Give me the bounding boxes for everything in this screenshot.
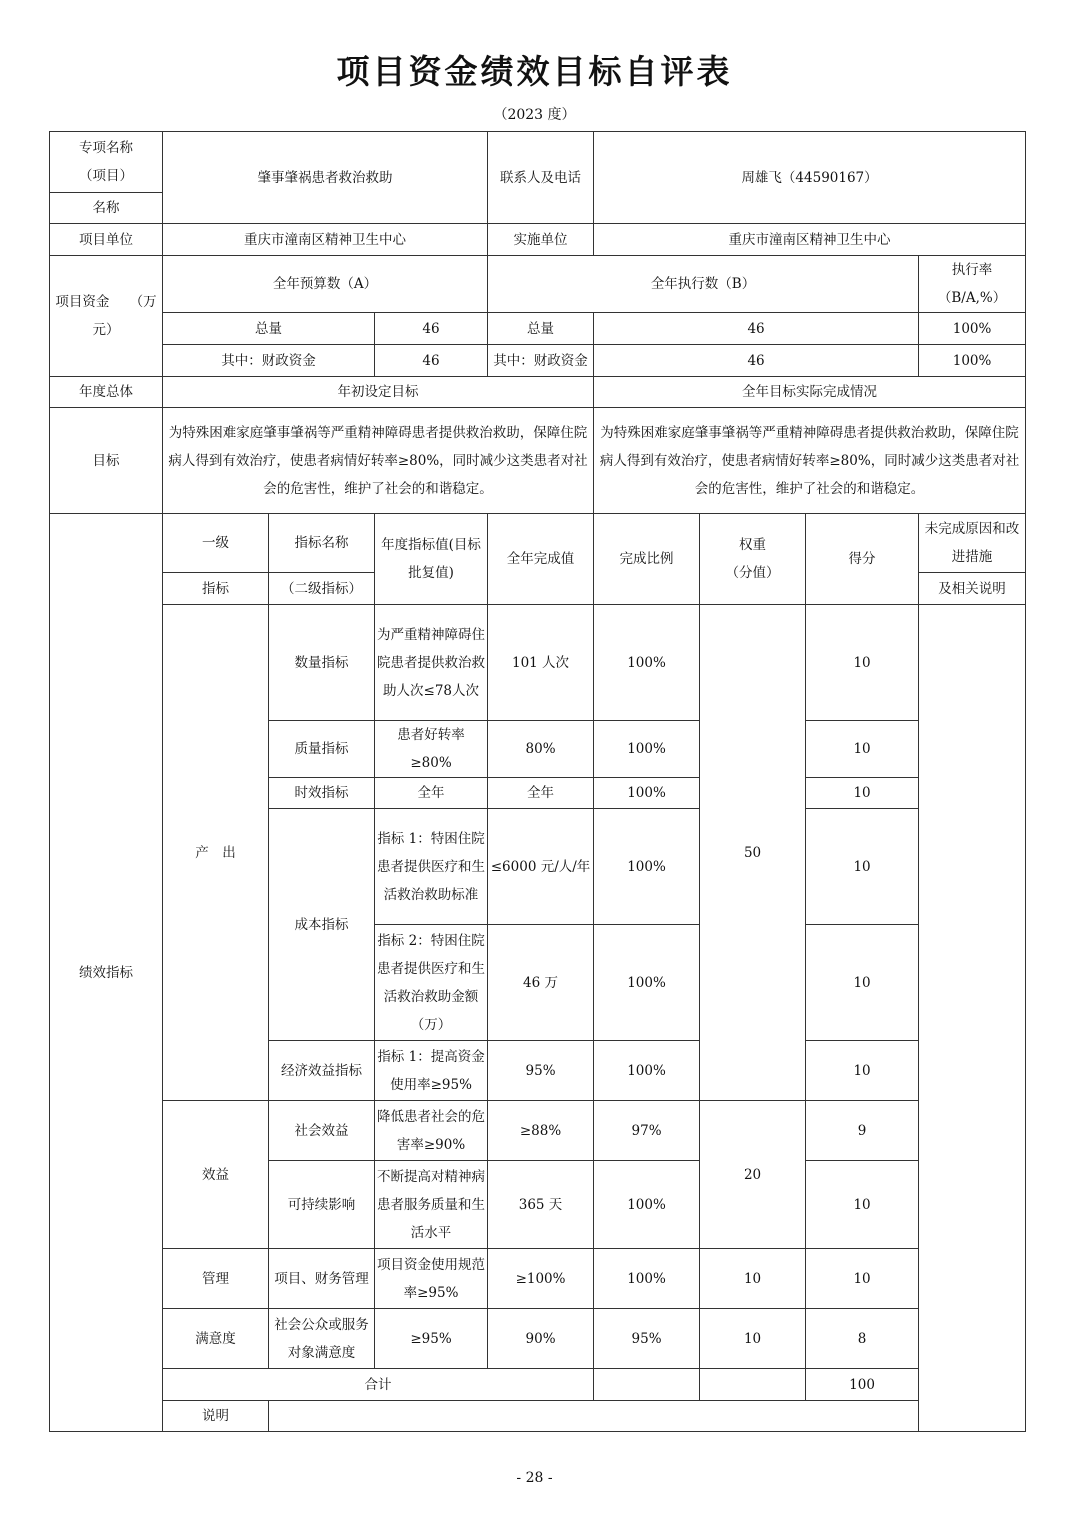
page-title: 项目资金绩效目标自评表	[336, 52, 733, 91]
funds-row-exec: 46	[594, 313, 919, 345]
indicator-actual: ≥100%	[488, 1249, 594, 1309]
funds-row-budget: 46	[375, 313, 488, 345]
indicator-ratio: 100%	[594, 721, 700, 778]
indicator-ratio: 100%	[594, 605, 700, 721]
funds-label: 项目资金 （万元）	[50, 256, 163, 377]
indicator-actual: 101 人次	[488, 605, 594, 721]
indicator-actual: 365 天	[488, 1161, 594, 1249]
indicator-ratio: 100%	[594, 1161, 700, 1249]
benefit-label: 效益	[163, 1101, 269, 1249]
page-number: - 28 -	[516, 1470, 553, 1486]
indicator-weight: 10	[700, 1249, 806, 1309]
rate-header: 执行率（B/A,%）	[919, 256, 1026, 313]
total-weight: 100	[806, 1369, 919, 1401]
evaluation-table	[49, 131, 1026, 1432]
indicator-name: 可持续影响	[269, 1161, 375, 1249]
indicator-score: 8	[806, 1309, 919, 1369]
funds-row-exec-label: 其中：财政资金	[488, 345, 594, 377]
contact-label: 联系人及电话	[488, 132, 594, 224]
note-cell	[919, 605, 1026, 1432]
hdr-target: 年度指标值(目标批复值)	[375, 514, 488, 605]
indicator-ratio: 95%	[594, 1309, 700, 1369]
project-name-label: 专项名称 （项目）	[50, 132, 163, 193]
total-empty	[594, 1369, 700, 1401]
performance-label: 绩效指标	[50, 514, 163, 1432]
indicator-name: 社会效益	[269, 1101, 375, 1161]
impl-unit-label: 实施单位	[488, 224, 594, 256]
indicator-target: 不断提高对精神病患者服务质量和生活水平	[375, 1161, 488, 1249]
indicator-ratio: 100%	[594, 1249, 700, 1309]
funds-row-label: 总量	[163, 313, 375, 345]
output-weight: 50	[700, 605, 806, 1101]
indicator-score: 10	[806, 1041, 919, 1101]
budget-header: 全年预算数（A）	[163, 256, 488, 313]
indicator-name: 数量指标	[269, 605, 375, 721]
indicator-target: 患者好转率≥80%	[375, 721, 488, 778]
total-empty	[700, 1369, 806, 1401]
indicator-score: 10	[806, 809, 919, 925]
hdr-indicator-name: 指标名称	[269, 514, 375, 573]
indicator-score: 10	[806, 925, 919, 1041]
indicator-weight: 10	[700, 1309, 806, 1369]
overall-label: 年度总体	[50, 377, 163, 408]
hdr-ratio: 完成比例	[594, 514, 700, 605]
indicator-target: 为严重精神障碍住院患者提供救治救助人次≤78人次	[375, 605, 488, 721]
indicator-score: 10	[806, 1161, 919, 1249]
level1-label: 管理	[163, 1249, 269, 1309]
indicator-ratio: 100%	[594, 809, 700, 925]
contact-value: 周雄飞（44590167）	[594, 132, 1026, 224]
indicator-score: 10	[806, 778, 919, 809]
hdr-note: 未完成原因和改进措施	[919, 514, 1026, 573]
hdr-level1-b: 指标	[163, 573, 269, 605]
hdr-actual: 全年完成值	[488, 514, 594, 605]
target-label: 目标	[50, 408, 163, 514]
project-unit-value: 重庆市潼南区精神卫生中心	[163, 224, 488, 256]
indicator-name: 经济效益指标	[269, 1041, 375, 1101]
indicator-actual: 46 万	[488, 925, 594, 1041]
hdr-weight: 权重 （分值）	[700, 514, 806, 605]
hdr-indicator-name-b: （二级指标）	[269, 573, 375, 605]
indicator-ratio: 100%	[594, 925, 700, 1041]
indicator-target: 全年	[375, 778, 488, 809]
indicator-name: 时效指标	[269, 778, 375, 809]
plan-header: 年初设定目标	[163, 377, 594, 408]
indicator-target: 项目资金使用规范率≥95%	[375, 1249, 488, 1309]
indicator-actual: ≤6000 元/人/年	[488, 809, 594, 925]
indicator-score: 9	[806, 1101, 919, 1161]
indicator-name: 项目、财务管理	[269, 1249, 375, 1309]
funds-row-exec: 46	[594, 345, 919, 377]
funds-row-budget: 46	[375, 345, 488, 377]
indicator-actual: 80%	[488, 721, 594, 778]
indicator-actual: 95%	[488, 1041, 594, 1101]
indicator-name: 成本指标	[269, 809, 375, 1041]
indicator-target: 指标 1：特困住院患者提供医疗和生活救治救助标准	[375, 809, 488, 925]
indicator-actual: ≥88%	[488, 1101, 594, 1161]
indicator-target: 指标 1：提高资金使用率≥95%	[375, 1041, 488, 1101]
hdr-level1: 一级	[163, 514, 269, 573]
project-unit-label: 项目单位	[50, 224, 163, 256]
funds-row-label: 其中：财政资金	[163, 345, 375, 377]
hdr-score: 得分	[806, 514, 919, 605]
indicator-score: 10	[806, 721, 919, 778]
funds-row-rate: 100%	[919, 345, 1026, 377]
actual-text: 为特殊困难家庭肇事肇祸等严重精神障碍患者提供救治救助，保障住院病人得到有效治疗，使患者病情好转率≥80%，同时减少这类患者对社会的危害性，维护了社会的和谐稳定。	[594, 408, 1026, 514]
indicator-score: 10	[806, 1249, 919, 1309]
exec-header: 全年执行数（B）	[488, 256, 919, 313]
indicator-ratio: 100%	[594, 1041, 700, 1101]
indicator-score: 10	[806, 605, 919, 721]
benefit-weight: 20	[700, 1101, 806, 1249]
indicator-name: 质量指标	[269, 721, 375, 778]
hdr-note-b: 及相关说明	[919, 573, 1026, 605]
level1-label: 满意度	[163, 1309, 269, 1369]
indicator-target: 降低患者社会的危害率≥90%	[375, 1101, 488, 1161]
indicator-actual: 90%	[488, 1309, 594, 1369]
total-label: 合计	[163, 1369, 594, 1401]
indicator-target: ≥95%	[375, 1309, 488, 1369]
indicator-ratio: 100%	[594, 778, 700, 809]
actual-header: 全年目标实际完成情况	[594, 377, 1026, 408]
year-subtitle: （2023 度）	[493, 107, 576, 123]
project-name-value: 肇事肇祸患者救治救助	[163, 132, 488, 224]
output-label: 产 出	[163, 605, 269, 1101]
indicator-actual: 全年	[488, 778, 594, 809]
funds-row-exec-label: 总量	[488, 313, 594, 345]
note-label: 说明	[163, 1401, 269, 1432]
indicator-target: 指标 2：特困住院患者提供医疗和生活救治救助金额（万）	[375, 925, 488, 1041]
plan-text: 为特殊困难家庭肇事肇祸等严重精神障碍患者提供救治救助，保障住院病人得到有效治疗，使患者病情好转率≥80%，同时减少这类患者对社会的危害性，维护了社会的和谐稳定。	[163, 408, 594, 514]
indicator-ratio: 97%	[594, 1101, 700, 1161]
funds-row-rate: 100%	[919, 313, 1026, 345]
note-value	[269, 1401, 1026, 1432]
impl-unit-value: 重庆市潼南区精神卫生中心	[594, 224, 1026, 256]
indicator-name: 社会公众或服务对象满意度	[269, 1309, 375, 1369]
project-name-label-2: 名称	[50, 193, 163, 224]
